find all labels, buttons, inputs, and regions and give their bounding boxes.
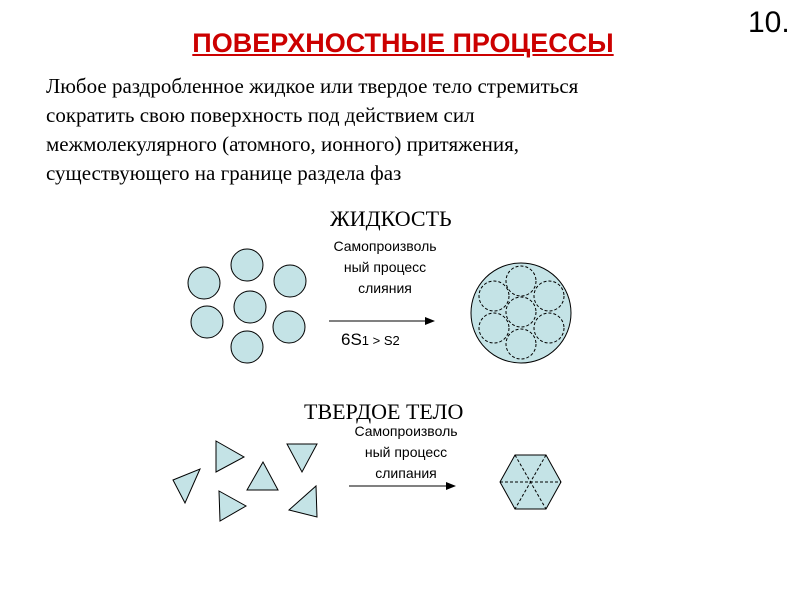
intro-line: Любое раздробленное жидкое или твердое тело стремиться (46, 74, 579, 98)
droplet (231, 249, 263, 281)
liquid-process-line: слияния (358, 280, 412, 296)
liquid-process-line: ный процесс (343, 259, 427, 275)
solid-particle (219, 491, 246, 521)
liquid-process-line: Самопроизволь (333, 238, 437, 254)
droplet (274, 265, 306, 297)
droplet (188, 267, 220, 299)
droplet (191, 306, 223, 338)
solid-heading: ТВЕРДОЕ ТЕЛО (304, 399, 464, 424)
intro-line: сократить свою поверхность под действием сил (46, 103, 475, 127)
solid-particle (289, 486, 317, 517)
page-title: ПОВЕРХНОСТНЫЕ ПРОЦЕССЫ (192, 28, 614, 58)
droplet (231, 331, 263, 363)
solid-particle (216, 441, 244, 472)
inequality-prefix: 6S (341, 330, 362, 349)
solid-particle (287, 444, 317, 472)
solid-process-line: Самопроизволь (354, 423, 458, 439)
merged-drop (471, 263, 571, 363)
droplet (234, 291, 266, 323)
solid-process-line: ный процесс (364, 444, 448, 460)
slide-number: 10. (748, 6, 790, 39)
liquid-heading: ЖИДКОСТЬ (330, 206, 452, 231)
solid-process-line: слипания (375, 465, 437, 481)
intro-line: существующего на границе раздела фаз (46, 161, 402, 185)
inequality-rest: 1 > S2 (361, 333, 400, 348)
solid-particle (247, 462, 278, 490)
droplet (273, 311, 305, 343)
intro-line: межмолекулярного (атомного, ионного) притяжения, (46, 132, 520, 156)
solid-particle (173, 469, 200, 503)
